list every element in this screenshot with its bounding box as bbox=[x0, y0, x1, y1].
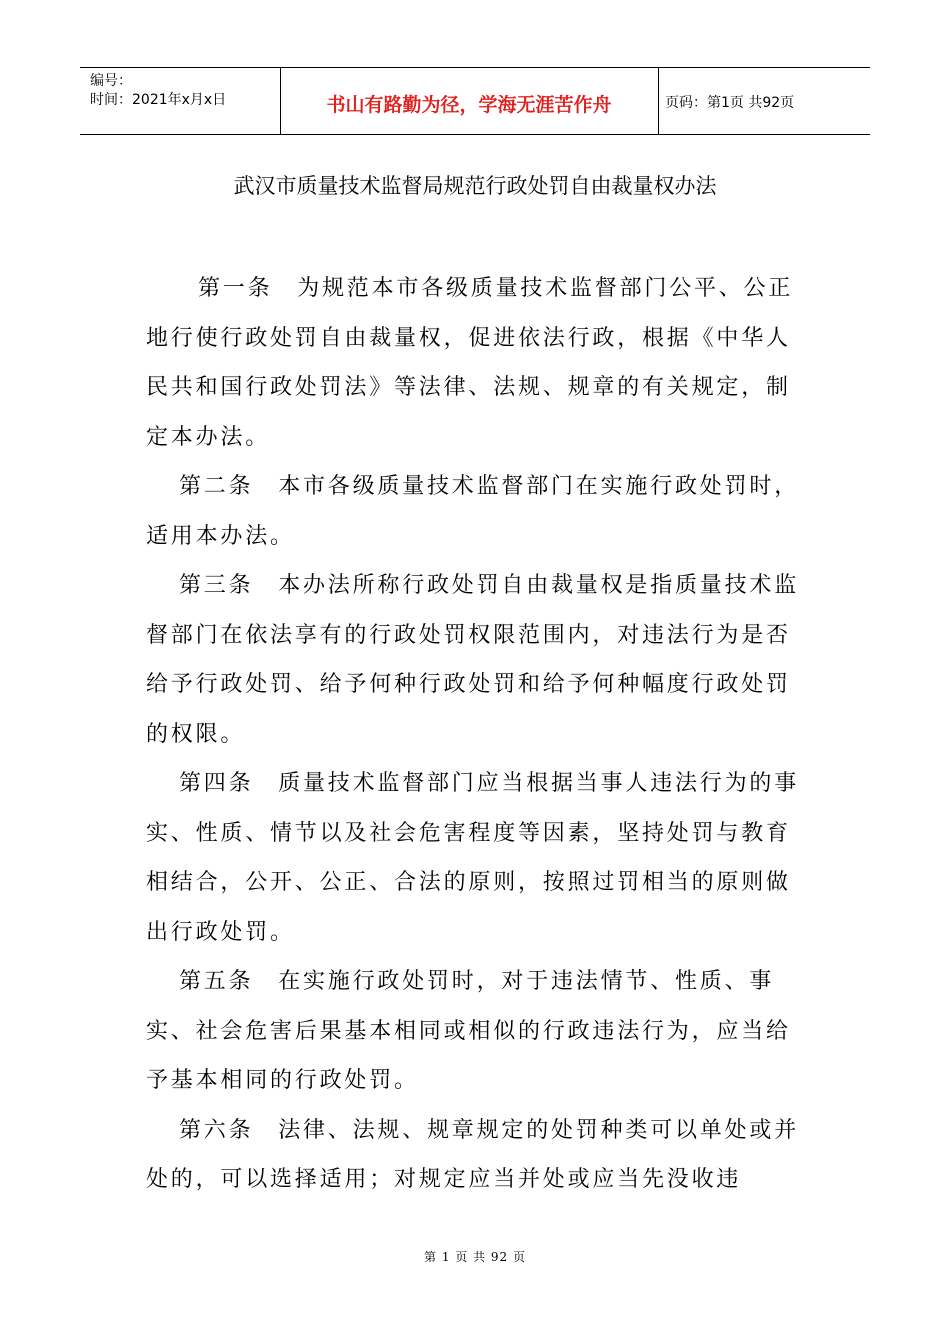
article-paragraph: 第三条 本办法所称行政处罚自由裁量权是指质量技术监督部门在依法享有的行政处罚权限范围内，对违法行为是否给予行政处罚、给予何种行政处罚和给予何种幅度行政处罚的权限。 bbox=[146, 573, 800, 747]
article-paragraph: 第六条 法律、法规、规章规定的处罚种类可以单处或并处的，可以选择适用；对规定应当并处或应当先没收违 bbox=[146, 1117, 800, 1192]
page-footer: 第 1 页 共 92 页 bbox=[424, 1250, 526, 1264]
document-body bbox=[146, 264, 808, 1205]
article-paragraph: 第四条 质量技术监督部门应当根据当事人违法行为的事实、性质、情节以及社会危害程度等因素，坚持处罚与教育相结合，公开、公正、合法的原则，按照过罚相当的原则做出行政处罚。 bbox=[146, 771, 800, 945]
header-page-info: 页码：第1页 共92页 bbox=[665, 95, 795, 111]
number-label: 编号： bbox=[90, 73, 132, 89]
article-paragraph: 第一条 为规范本市各级质量技术监督部门公平、公正地行使行政处罚自由裁量权，促进依法行政，根据《中华人民共和国行政处罚法》等法律、法规、规章的有关规定，制定本办法。 bbox=[146, 276, 794, 450]
article-paragraph: 第五条 在实施行政处罚时，对于违法情节、性质、事实、社会危害后果基本相同或相似的行政违法行为，应当给予基本相同的行政处罚。 bbox=[146, 969, 791, 1093]
header-motto: 书山有路勤为径，学海无涯苦作舟 bbox=[326, 94, 612, 116]
article-paragraph: 第二条 本市各级质量技术监督部门在实施行政处罚时，适用本办法。 bbox=[146, 474, 800, 549]
time-label: 时间：2021年x月x日 bbox=[90, 92, 227, 108]
header-meta bbox=[90, 72, 275, 110]
header-divider bbox=[658, 68, 659, 134]
document-header bbox=[80, 67, 870, 135]
document-title: 武汉市质量技术监督局规范行政处罚自由裁量权办法 bbox=[233, 174, 717, 198]
